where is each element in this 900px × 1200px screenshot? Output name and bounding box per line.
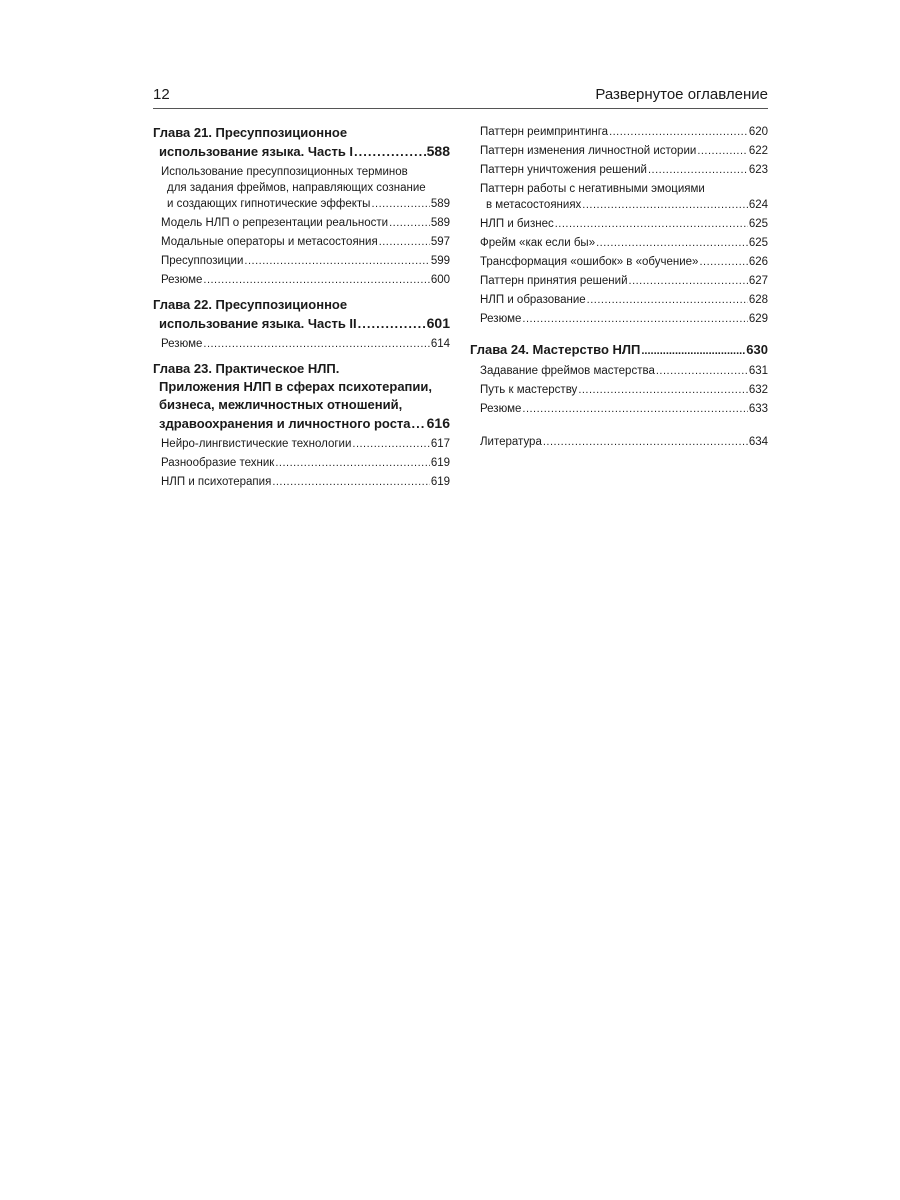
entry-text: Путь к мастерству [480,384,578,396]
entry-page-number: 619 [430,476,450,488]
toc-entry[interactable] [470,181,768,213]
dot-leader [352,436,429,452]
toc-entry[interactable] [153,455,450,471]
chapter-title-line: Приложения НЛП в сферах психотерапии, [159,379,433,394]
entry-text: Резюме [480,313,522,325]
entry-text: Модальные операторы и метасостояния [161,236,378,248]
chapter-title-line: Глава 21. Пресуппозиционное [153,125,348,140]
dot-leader [578,382,748,398]
entry-page-number: 622 [748,145,768,157]
toc-entry[interactable] [470,401,768,417]
dot-leader [412,415,426,433]
entry-text: Модель НЛП о репрезентации реальности [161,217,389,229]
entry-text: Нейро-лингвистические технологии [161,438,352,450]
chapter-title-line: использование языка. Часть II [159,316,357,331]
entry-text: Паттерн изменения личностной истории [480,145,697,157]
entry-page-number: 599 [430,255,450,267]
dot-leader [609,124,748,140]
toc-entry[interactable] [470,254,768,270]
entry-text-line: Паттерн работы с негативными эмоциями [480,183,705,195]
toc-entry[interactable] [153,234,450,250]
chapter-page-number: 601 [426,315,450,331]
dot-leader [656,363,748,379]
entry-text: Трансформация «ошибок» в «обучение» [480,256,699,268]
entry-page-number: 627 [748,275,768,287]
entry-page-number: 633 [748,403,768,415]
dot-leader [699,254,747,270]
chapter-title-line: Глава 22. Пресуппозиционное [153,297,348,312]
toc-entry[interactable] [153,272,450,288]
chapter-title-line: Глава 24. Мастерство НЛП [470,342,641,357]
dot-leader [272,474,430,490]
dot-leader [629,273,748,289]
toc-entry[interactable] [470,273,768,289]
entry-page-number: 624 [748,199,768,211]
entry-text: Литература [480,436,542,448]
entry-text: НЛП и образование [480,294,586,306]
page-header [153,84,768,108]
entry-text-line: и создающих гипнотические эффекты [167,198,371,210]
chapter-title-line: бизнеса, межличностных отношений, [159,397,403,412]
entry-text: НЛП и бизнес [480,218,554,230]
dot-leader [587,292,748,308]
entry-page-number: 597 [430,236,450,248]
entry-text: Резюме [480,403,522,415]
toc-entry[interactable] [153,215,450,231]
toc-chapter-21[interactable] [153,124,450,161]
toc-entry[interactable] [153,253,450,269]
entry-text: Паттерн принятия решений [480,275,628,287]
entry-page-number: 614 [430,338,450,350]
chapter-title-line: Глава 23. Практическое НЛП. [153,361,340,376]
toc-entry[interactable] [470,382,768,398]
entry-page-number: 625 [748,218,768,230]
toc-entry[interactable] [470,292,768,308]
entry-text: Резюме [161,274,203,286]
entry-page-number: 617 [430,438,450,450]
chapter-page-number: 588 [426,143,450,159]
entry-text: Пресуппозиции [161,255,244,267]
entry-text: Разнообразие техник [161,457,275,469]
toc-right-column [470,124,768,450]
dot-leader [641,342,745,360]
toc-entry[interactable] [470,216,768,232]
entry-page-number: 625 [748,237,768,249]
entry-text-line: в метасостояниях [486,199,582,211]
toc-entry[interactable] [470,143,768,159]
entry-page-number: 589 [430,198,450,210]
entry-page-number: 628 [748,294,768,306]
entry-page-number: 619 [430,457,450,469]
dot-leader [522,311,747,327]
chapter-title-line: использование языка. Часть I [159,144,354,159]
toc-entry[interactable] [153,336,450,352]
dot-leader [244,253,429,269]
toc-entry[interactable] [153,164,450,212]
entry-page-number: 600 [430,274,450,286]
entry-page-number: 632 [748,384,768,396]
dot-leader [543,434,748,450]
entry-text: Паттерн реимпринтинга [480,126,609,138]
toc-chapter-22[interactable] [153,296,450,333]
dot-leader [555,216,748,232]
entry-text-line: для задания фреймов, направляющих сознание [167,182,426,194]
entry-page-number: 589 [430,217,450,229]
running-title: Развернутое оглавление [595,86,768,103]
entry-page-number: 620 [748,126,768,138]
toc-entry[interactable] [153,474,450,490]
toc-chapter-23[interactable] [153,360,450,433]
toc-chapter-24[interactable] [470,341,768,360]
entry-page-number: 634 [748,436,768,448]
dot-leader [697,143,748,159]
toc-entry[interactable] [470,363,768,379]
entry-text: Фрейм «как если бы» [480,237,596,249]
entry-page-number: 631 [748,365,768,377]
page-number: 12 [153,86,170,103]
chapter-page-number: 616 [426,415,450,431]
dot-leader [358,315,426,333]
dot-leader [582,197,748,213]
entry-page-number: 623 [748,164,768,176]
toc-entry[interactable] [470,311,768,327]
dot-leader [596,235,748,251]
entry-text: Задавание фреймов мастерства [480,365,655,377]
dot-leader [648,162,748,178]
toc-entry[interactable] [470,235,768,251]
toc-entry[interactable] [470,162,768,178]
header-divider [153,108,768,109]
entry-page-number: 626 [748,256,768,268]
dot-leader [371,196,429,212]
toc-entry-literature[interactable] [470,434,768,450]
chapter-title-line: здравоохранения и личностного роста [159,416,411,431]
dot-leader [203,272,429,288]
dot-leader [389,215,430,231]
toc-entry[interactable] [153,436,450,452]
dot-leader [354,143,426,161]
toc-left-column [153,124,450,490]
entry-text: Паттерн уничтожения решений [480,164,647,176]
dot-leader [203,336,429,352]
entry-text: НЛП и психотерапия [161,476,272,488]
entry-text: Резюме [161,338,203,350]
dot-leader [379,234,430,250]
dot-leader [522,401,747,417]
entry-text-line: Использование пресуппозиционных терминов [161,166,408,178]
chapter-page-number: 630 [746,342,768,357]
toc-entry[interactable] [470,124,768,140]
dot-leader [275,455,429,471]
entry-page-number: 629 [748,313,768,325]
